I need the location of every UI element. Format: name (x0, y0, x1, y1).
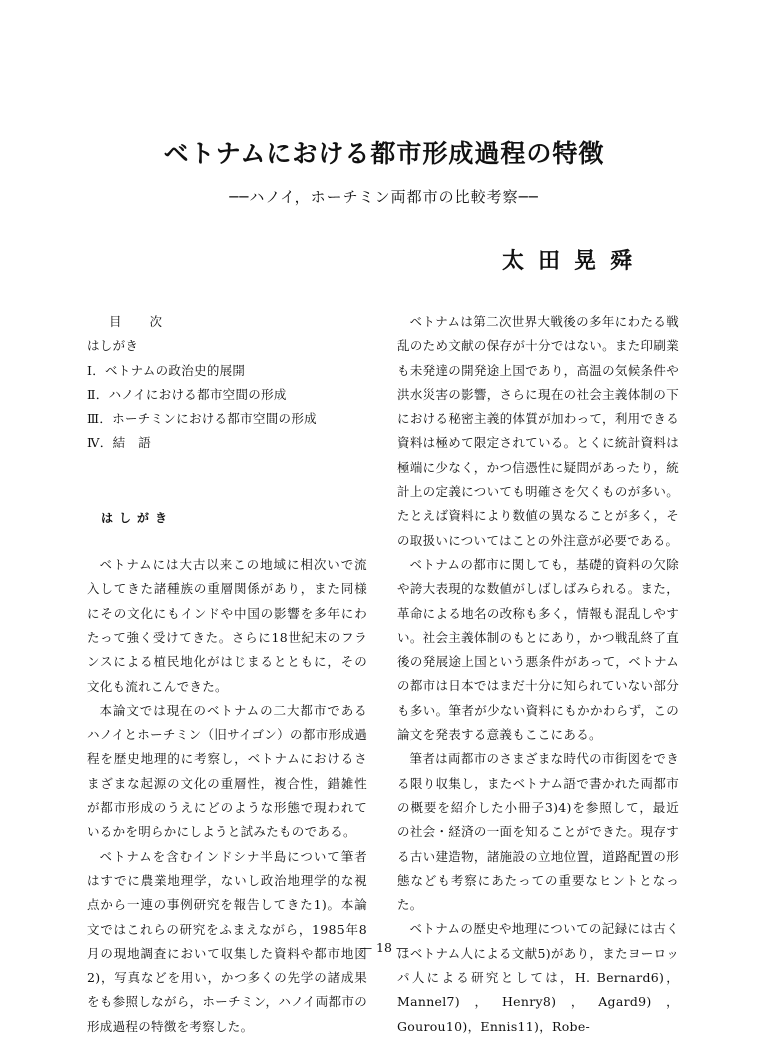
left-column (87, 310, 367, 1039)
paper-title: ベトナムにおける都市形成過程の特徴 (163, 139, 605, 168)
body-paragraph: ベトナムを含むインドシナ半島について筆者はすでに農業地理学，ないし政治地理学的な視点から一連の事例研究を報告してきた1)。本論文ではこれらの研究をふまえながら，1985年8月の現地調査において収集した資料や都市地図2)，写真などを用い，かつ多くの先学の諸成果をも参照しながら，ホーチミン，ハノイ両都市の形成過程の特徴を考察した。 (87, 848, 367, 1034)
paper-subtitle: ──ハノイ，ホーチミン両都市の比較考察── (229, 188, 539, 206)
toc-item: Ⅲ．ホーチミンにおける都市空間の形成 (87, 411, 317, 427)
body-paragraph: 本論文では現在のベトナムの二大都市であるハノイとホーチミン（旧サイゴン）の都市形成過程を歴史地理的に考察し，ベトナムにおけるさまざまな起源の文化の重層性，複合性，錯雑性が都市形成のうえにどのような形態で現われているかを明らかにしようと試みたものである。 (87, 702, 367, 840)
body-paragraph: 筆者は両都市のさまざまな時代の市街図をできる限り収集し，またベトナム語で書かれた両都市の概要を紹介した小冊子3)4)を参照して，最近の社会・経済の一面を知ることができた。現存する古い建造物，諸施設の立地位置，道路配置の形態なども考察にあたっての重要なヒントとなった。 (397, 751, 679, 913)
toc-item: Ⅳ．結 語 (87, 435, 151, 451)
body-paragraph: ベトナムには大古以来この地域に相次いで流入してきた諸種族の重層関係があり，また同様にその文化にもインドや中国の影響を多年にわたって強く受けてきた。さらに18世紀末のフランスによる植民地化がはじまるとともに，その文化も流れこんできた。 (87, 557, 367, 694)
body-paragraph: ベトナムの歴史や地理についての記録には古くはベトナム人による文献5)があり，またヨーロッパ人による研究としては，H. Bernard6)，Mannel7)，Henry8)，Agard9)，Gourou10)，Ennis11)，Robe- (397, 921, 679, 1034)
toc-item: Ⅱ．ハノイにおける都市空間の形成 (87, 386, 287, 402)
body-paragraph: ベトナムは第二次世界大戦後の多年にわたる戦乱のため文献の保存が十分ではない。また印刷業も未発達の開発途上国であり，高温の気候条件や洪水災害の影響，さらに現在の社会主義体制の下における秘密主義的体質が加わって，利用できる資料は極めて限定されている。とくに統計資料は極端に少なく，かつ信憑性に疑問があったり，統計上の定義についても明確さを欠くものが多い。たとえば資料により数値の異なることが多く，その取扱いについてはことの外注意が必要である。 (397, 314, 679, 548)
section-heading: はしがき (101, 510, 174, 525)
body-paragraph: ベトナムの都市に関しても，基礎的資料の欠除や誇大表現的な数値がしばしばみられる。また，革命による地名の改称も多く，情報も混乱しやすい。社会主義体制のもとにあり，かつ戦乱終了直後の発展途上国という悪条件があって，ベトナムの都市は日本ではまだ十分に知られていない部分も多い。筆者が少ない資料にもかかわらず，この論文を発表する意義もここにある。 (397, 556, 679, 743)
toc-item: Ⅰ．ベトナムの政治史的展開 (87, 362, 246, 378)
toc-heading: 目次 (109, 314, 191, 329)
author-name: 太田晃舜 (501, 248, 646, 274)
page-number: — 18 — (359, 940, 409, 955)
right-column (397, 310, 679, 1039)
toc-item: はしがき (87, 338, 139, 354)
